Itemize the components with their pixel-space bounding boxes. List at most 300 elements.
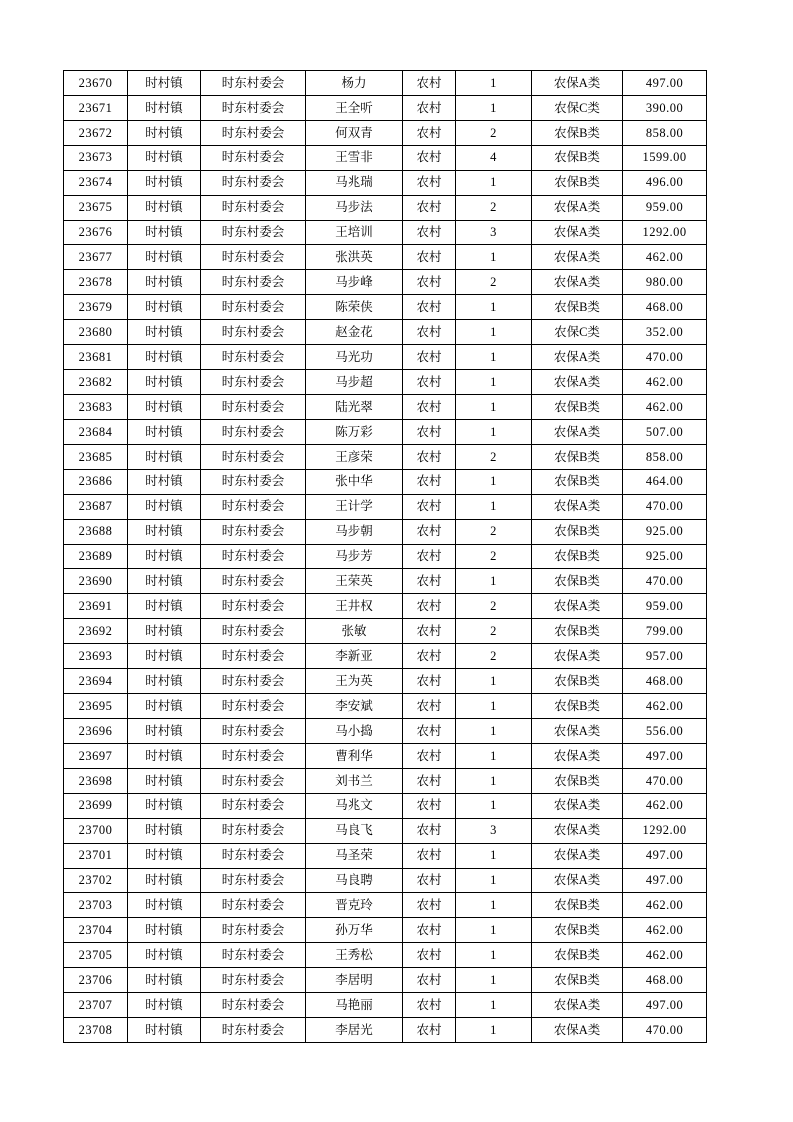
table-cell-amount: 799.00 <box>623 619 707 644</box>
table-cell-person_count: 1 <box>456 295 532 320</box>
table-cell-insurance_category: 农保A类 <box>532 345 623 370</box>
table-cell-person_count: 1 <box>456 95 532 120</box>
table-cell-residence_type: 农村 <box>403 444 456 469</box>
table-cell-person_name: 李新亚 <box>306 644 403 669</box>
table-row <box>64 95 707 120</box>
table-cell-person_count: 1 <box>456 993 532 1018</box>
table-cell-insurance_category: 农保A类 <box>532 245 623 270</box>
table-cell-person_name: 王荣英 <box>306 569 403 594</box>
table-cell-person_name: 刘书兰 <box>306 768 403 793</box>
table-cell-amount: 957.00 <box>623 644 707 669</box>
table-cell-residence_type: 农村 <box>403 993 456 1018</box>
table-cell-insurance_category: 农保B类 <box>532 968 623 993</box>
table-cell-town: 时村镇 <box>128 768 201 793</box>
table-cell-amount: 462.00 <box>623 793 707 818</box>
table-cell-person_count: 2 <box>456 619 532 644</box>
table-cell-amount: 470.00 <box>623 1018 707 1043</box>
table-cell-amount: 352.00 <box>623 320 707 345</box>
table-row <box>64 220 707 245</box>
table-cell-residence_type: 农村 <box>403 95 456 120</box>
table-cell-town: 时村镇 <box>128 170 201 195</box>
table-cell-village_committee: 时东村委会 <box>201 993 306 1018</box>
table-cell-person_name: 张中华 <box>306 469 403 494</box>
table-cell-record_id: 23699 <box>64 793 128 818</box>
table-cell-village_committee: 时东村委会 <box>201 793 306 818</box>
table-cell-person_name: 赵金花 <box>306 320 403 345</box>
table-cell-record_id: 23672 <box>64 120 128 145</box>
table-cell-residence_type: 农村 <box>403 170 456 195</box>
table-cell-record_id: 23680 <box>64 320 128 345</box>
table-row <box>64 743 707 768</box>
table-cell-record_id: 23671 <box>64 95 128 120</box>
table-cell-residence_type: 农村 <box>403 718 456 743</box>
table-cell-residence_type: 农村 <box>403 1018 456 1043</box>
table-cell-person_count: 1 <box>456 768 532 793</box>
table-cell-town: 时村镇 <box>128 893 201 918</box>
table-cell-village_committee: 时东村委会 <box>201 419 306 444</box>
table-cell-person_name: 张敏 <box>306 619 403 644</box>
table-cell-amount: 462.00 <box>623 918 707 943</box>
table-cell-amount: 925.00 <box>623 519 707 544</box>
table-cell-village_committee: 时东村委会 <box>201 544 306 569</box>
table-cell-amount: 470.00 <box>623 768 707 793</box>
table-cell-person_name: 王全听 <box>306 95 403 120</box>
table-cell-person_name: 王培训 <box>306 220 403 245</box>
table-row <box>64 120 707 145</box>
table-cell-person_name: 王雪非 <box>306 145 403 170</box>
table-row <box>64 345 707 370</box>
table-cell-village_committee: 时东村委会 <box>201 818 306 843</box>
table-row <box>64 1018 707 1043</box>
table-cell-amount: 497.00 <box>623 843 707 868</box>
table-cell-person_count: 1 <box>456 394 532 419</box>
table-cell-residence_type: 农村 <box>403 768 456 793</box>
table-cell-amount: 390.00 <box>623 95 707 120</box>
table-cell-town: 时村镇 <box>128 195 201 220</box>
table-row <box>64 544 707 569</box>
table-cell-insurance_category: 农保A类 <box>532 818 623 843</box>
table-row <box>64 644 707 669</box>
table-cell-insurance_category: 农保B类 <box>532 669 623 694</box>
table-cell-amount: 496.00 <box>623 170 707 195</box>
table-cell-residence_type: 农村 <box>403 345 456 370</box>
table-cell-person_name: 李居光 <box>306 1018 403 1043</box>
table-cell-record_id: 23679 <box>64 295 128 320</box>
table-cell-record_id: 23685 <box>64 444 128 469</box>
table-cell-amount: 468.00 <box>623 295 707 320</box>
table-cell-person_count: 1 <box>456 893 532 918</box>
table-cell-town: 时村镇 <box>128 544 201 569</box>
table-cell-town: 时村镇 <box>128 394 201 419</box>
table-cell-village_committee: 时东村委会 <box>201 943 306 968</box>
table-cell-record_id: 23686 <box>64 469 128 494</box>
table-cell-person_count: 2 <box>456 644 532 669</box>
table-cell-town: 时村镇 <box>128 569 201 594</box>
table-cell-record_id: 23674 <box>64 170 128 195</box>
table-cell-town: 时村镇 <box>128 669 201 694</box>
table-cell-village_committee: 时东村委会 <box>201 669 306 694</box>
table-cell-village_committee: 时东村委会 <box>201 1018 306 1043</box>
table-cell-residence_type: 农村 <box>403 394 456 419</box>
table-row <box>64 718 707 743</box>
table-cell-record_id: 23698 <box>64 768 128 793</box>
table-cell-record_id: 23687 <box>64 494 128 519</box>
table-cell-residence_type: 农村 <box>403 544 456 569</box>
table-cell-insurance_category: 农保C类 <box>532 95 623 120</box>
table-cell-town: 时村镇 <box>128 1018 201 1043</box>
table-cell-residence_type: 农村 <box>403 295 456 320</box>
table-cell-residence_type: 农村 <box>403 968 456 993</box>
table-row <box>64 419 707 444</box>
table-cell-person_name: 马良聘 <box>306 868 403 893</box>
table-row <box>64 818 707 843</box>
table-cell-person_name: 马步法 <box>306 195 403 220</box>
table-cell-insurance_category: 农保A类 <box>532 1018 623 1043</box>
table-cell-person_count: 2 <box>456 594 532 619</box>
table-cell-record_id: 23690 <box>64 569 128 594</box>
table-cell-record_id: 23695 <box>64 694 128 719</box>
table-cell-person_count: 1 <box>456 320 532 345</box>
table-cell-amount: 462.00 <box>623 893 707 918</box>
table-cell-person_name: 王井权 <box>306 594 403 619</box>
table-cell-person_name: 王为英 <box>306 669 403 694</box>
table-cell-person_name: 杨力 <box>306 71 403 96</box>
table-cell-residence_type: 农村 <box>403 669 456 694</box>
table-cell-person_count: 4 <box>456 145 532 170</box>
table-cell-village_committee: 时东村委会 <box>201 893 306 918</box>
table-cell-insurance_category: 农保A类 <box>532 494 623 519</box>
table-cell-village_committee: 时东村委会 <box>201 694 306 719</box>
table-row <box>64 619 707 644</box>
table-row <box>64 394 707 419</box>
table-cell-residence_type: 农村 <box>403 195 456 220</box>
table-cell-insurance_category: 农保A类 <box>532 644 623 669</box>
table-cell-record_id: 23706 <box>64 968 128 993</box>
table-cell-insurance_category: 农保B类 <box>532 694 623 719</box>
table-row <box>64 993 707 1018</box>
table-cell-residence_type: 农村 <box>403 320 456 345</box>
table-cell-residence_type: 农村 <box>403 818 456 843</box>
table-cell-town: 时村镇 <box>128 519 201 544</box>
table-cell-record_id: 23675 <box>64 195 128 220</box>
table-cell-amount: 470.00 <box>623 345 707 370</box>
table-cell-amount: 497.00 <box>623 993 707 1018</box>
table-cell-residence_type: 农村 <box>403 943 456 968</box>
table-cell-person_name: 何双青 <box>306 120 403 145</box>
table-cell-town: 时村镇 <box>128 95 201 120</box>
table-cell-record_id: 23689 <box>64 544 128 569</box>
table-cell-village_committee: 时东村委会 <box>201 519 306 544</box>
table-cell-insurance_category: 农保B类 <box>532 120 623 145</box>
table-cell-village_committee: 时东村委会 <box>201 743 306 768</box>
table-cell-residence_type: 农村 <box>403 494 456 519</box>
table-cell-person_count: 1 <box>456 370 532 395</box>
table-cell-village_committee: 时东村委会 <box>201 718 306 743</box>
table-cell-residence_type: 农村 <box>403 71 456 96</box>
table-cell-amount: 858.00 <box>623 444 707 469</box>
table-cell-insurance_category: 农保B类 <box>532 394 623 419</box>
table-row <box>64 370 707 395</box>
table-cell-record_id: 23702 <box>64 868 128 893</box>
table-cell-village_committee: 时东村委会 <box>201 768 306 793</box>
table-cell-amount: 462.00 <box>623 943 707 968</box>
table-cell-residence_type: 农村 <box>403 694 456 719</box>
table-cell-residence_type: 农村 <box>403 644 456 669</box>
table-cell-village_committee: 时东村委会 <box>201 345 306 370</box>
table-cell-person_name: 李居明 <box>306 968 403 993</box>
table-cell-insurance_category: 农保A类 <box>532 220 623 245</box>
table-cell-town: 时村镇 <box>128 145 201 170</box>
table-cell-amount: 858.00 <box>623 120 707 145</box>
table-cell-residence_type: 农村 <box>403 868 456 893</box>
table-cell-village_committee: 时东村委会 <box>201 444 306 469</box>
table-cell-person_name: 孙万华 <box>306 918 403 943</box>
table-cell-person_name: 马步朝 <box>306 519 403 544</box>
table-cell-amount: 470.00 <box>623 569 707 594</box>
table-cell-town: 时村镇 <box>128 818 201 843</box>
table-cell-record_id: 23683 <box>64 394 128 419</box>
table-cell-village_committee: 时东村委会 <box>201 145 306 170</box>
table-cell-town: 时村镇 <box>128 71 201 96</box>
table-row <box>64 968 707 993</box>
table-cell-amount: 497.00 <box>623 71 707 96</box>
table-row <box>64 793 707 818</box>
table-cell-insurance_category: 农保A类 <box>532 793 623 818</box>
table-cell-town: 时村镇 <box>128 644 201 669</box>
table-cell-person_name: 马步芳 <box>306 544 403 569</box>
table-cell-amount: 464.00 <box>623 469 707 494</box>
table-cell-insurance_category: 农保B类 <box>532 145 623 170</box>
table-cell-town: 时村镇 <box>128 718 201 743</box>
table-cell-person_count: 2 <box>456 195 532 220</box>
table-cell-town: 时村镇 <box>128 469 201 494</box>
table-cell-person_count: 1 <box>456 1018 532 1043</box>
table-cell-village_committee: 时东村委会 <box>201 644 306 669</box>
table-cell-person_count: 2 <box>456 519 532 544</box>
table-cell-town: 时村镇 <box>128 594 201 619</box>
table-cell-record_id: 23691 <box>64 594 128 619</box>
table-cell-village_committee: 时东村委会 <box>201 295 306 320</box>
table-cell-person_count: 1 <box>456 694 532 719</box>
table-cell-insurance_category: 农保A类 <box>532 370 623 395</box>
table-cell-person_count: 1 <box>456 743 532 768</box>
table-row <box>64 494 707 519</box>
table-cell-insurance_category: 农保B类 <box>532 519 623 544</box>
table-cell-person_name: 陈荣侠 <box>306 295 403 320</box>
table-cell-person_count: 1 <box>456 669 532 694</box>
table-cell-person_count: 1 <box>456 419 532 444</box>
table-cell-record_id: 23676 <box>64 220 128 245</box>
table-cell-town: 时村镇 <box>128 694 201 719</box>
table-cell-village_committee: 时东村委会 <box>201 469 306 494</box>
table-cell-person_count: 1 <box>456 469 532 494</box>
table-cell-village_committee: 时东村委会 <box>201 370 306 395</box>
table-cell-village_committee: 时东村委会 <box>201 220 306 245</box>
table-cell-person_count: 1 <box>456 494 532 519</box>
table-cell-person_name: 陈万彩 <box>306 419 403 444</box>
table-cell-amount: 462.00 <box>623 394 707 419</box>
table-row <box>64 295 707 320</box>
table-row <box>64 893 707 918</box>
table-cell-record_id: 23693 <box>64 644 128 669</box>
table-row <box>64 469 707 494</box>
table-cell-town: 时村镇 <box>128 370 201 395</box>
table-cell-village_committee: 时东村委会 <box>201 270 306 295</box>
table-cell-town: 时村镇 <box>128 494 201 519</box>
table-row <box>64 195 707 220</box>
table-cell-residence_type: 农村 <box>403 893 456 918</box>
table-cell-amount: 507.00 <box>623 419 707 444</box>
table-cell-insurance_category: 农保A类 <box>532 195 623 220</box>
table-cell-record_id: 23677 <box>64 245 128 270</box>
table-cell-amount: 556.00 <box>623 718 707 743</box>
table-cell-town: 时村镇 <box>128 270 201 295</box>
table-row <box>64 71 707 96</box>
table-cell-insurance_category: 农保B类 <box>532 918 623 943</box>
table-cell-person_count: 1 <box>456 943 532 968</box>
table-row <box>64 320 707 345</box>
table-cell-person_count: 1 <box>456 569 532 594</box>
table-row <box>64 270 707 295</box>
table-cell-record_id: 23701 <box>64 843 128 868</box>
table-cell-person_count: 1 <box>456 918 532 943</box>
table-cell-amount: 1292.00 <box>623 220 707 245</box>
table-cell-residence_type: 农村 <box>403 220 456 245</box>
table-cell-person_name: 晋克玲 <box>306 893 403 918</box>
table-cell-record_id: 23707 <box>64 993 128 1018</box>
table-cell-record_id: 23704 <box>64 918 128 943</box>
table-cell-residence_type: 农村 <box>403 918 456 943</box>
table-cell-record_id: 23678 <box>64 270 128 295</box>
table-cell-insurance_category: 农保B类 <box>532 569 623 594</box>
table-cell-town: 时村镇 <box>128 943 201 968</box>
table-row <box>64 245 707 270</box>
table-cell-amount: 468.00 <box>623 968 707 993</box>
table-cell-amount: 470.00 <box>623 494 707 519</box>
table-cell-person_count: 2 <box>456 120 532 145</box>
table-cell-record_id: 23703 <box>64 893 128 918</box>
table-cell-person_name: 王彦荣 <box>306 444 403 469</box>
table-cell-town: 时村镇 <box>128 793 201 818</box>
table-cell-insurance_category: 农保A类 <box>532 594 623 619</box>
table-cell-record_id: 23682 <box>64 370 128 395</box>
table-cell-amount: 462.00 <box>623 694 707 719</box>
table-row <box>64 519 707 544</box>
table-cell-residence_type: 农村 <box>403 619 456 644</box>
table-row <box>64 569 707 594</box>
table-cell-residence_type: 农村 <box>403 419 456 444</box>
table-cell-village_committee: 时东村委会 <box>201 619 306 644</box>
table-cell-amount: 497.00 <box>623 868 707 893</box>
table-cell-insurance_category: 农保A类 <box>532 419 623 444</box>
table-row <box>64 145 707 170</box>
table-cell-person_name: 马兆瑞 <box>306 170 403 195</box>
table-cell-insurance_category: 农保A类 <box>532 718 623 743</box>
table-row <box>64 843 707 868</box>
table-cell-amount: 925.00 <box>623 544 707 569</box>
table-cell-residence_type: 农村 <box>403 145 456 170</box>
table-cell-person_count: 1 <box>456 170 532 195</box>
table-cell-person_count: 1 <box>456 868 532 893</box>
table-cell-town: 时村镇 <box>128 968 201 993</box>
table-cell-insurance_category: 农保A类 <box>532 71 623 96</box>
table-cell-record_id: 23700 <box>64 818 128 843</box>
table-row <box>64 669 707 694</box>
table-cell-village_committee: 时东村委会 <box>201 968 306 993</box>
table-cell-person_name: 李安斌 <box>306 694 403 719</box>
table-cell-town: 时村镇 <box>128 419 201 444</box>
table-cell-insurance_category: 农保B类 <box>532 768 623 793</box>
table-cell-person_count: 1 <box>456 793 532 818</box>
table-cell-insurance_category: 农保C类 <box>532 320 623 345</box>
table-cell-town: 时村镇 <box>128 444 201 469</box>
table-cell-person_count: 1 <box>456 345 532 370</box>
table-cell-village_committee: 时东村委会 <box>201 918 306 943</box>
table-cell-residence_type: 农村 <box>403 594 456 619</box>
table-cell-person_count: 1 <box>456 968 532 993</box>
table-cell-village_committee: 时东村委会 <box>201 394 306 419</box>
table-cell-record_id: 23708 <box>64 1018 128 1043</box>
table-cell-person_name: 张洪英 <box>306 245 403 270</box>
table-cell-village_committee: 时东村委会 <box>201 320 306 345</box>
table-cell-town: 时村镇 <box>128 120 201 145</box>
table-cell-village_committee: 时东村委会 <box>201 195 306 220</box>
table-cell-town: 时村镇 <box>128 918 201 943</box>
table-row <box>64 943 707 968</box>
records-table-body <box>64 71 707 1043</box>
table-cell-person_count: 1 <box>456 843 532 868</box>
table-cell-insurance_category: 农保A类 <box>532 843 623 868</box>
table-cell-record_id: 23692 <box>64 619 128 644</box>
table-cell-insurance_category: 农保A类 <box>532 993 623 1018</box>
table-cell-residence_type: 农村 <box>403 793 456 818</box>
table-cell-village_committee: 时东村委会 <box>201 843 306 868</box>
table-cell-record_id: 23694 <box>64 669 128 694</box>
table-cell-insurance_category: 农保A类 <box>532 270 623 295</box>
table-cell-village_committee: 时东村委会 <box>201 594 306 619</box>
table-cell-person_name: 马艳丽 <box>306 993 403 1018</box>
table-cell-person_count: 2 <box>456 544 532 569</box>
table-row <box>64 444 707 469</box>
table-cell-insurance_category: 农保A类 <box>532 743 623 768</box>
table-cell-insurance_category: 农保B类 <box>532 943 623 968</box>
table-cell-person_name: 王计学 <box>306 494 403 519</box>
table-cell-amount: 959.00 <box>623 594 707 619</box>
table-cell-residence_type: 农村 <box>403 270 456 295</box>
table-cell-town: 时村镇 <box>128 868 201 893</box>
table-cell-amount: 468.00 <box>623 669 707 694</box>
table-cell-town: 时村镇 <box>128 245 201 270</box>
table-cell-village_committee: 时东村委会 <box>201 868 306 893</box>
table-cell-person_name: 马圣荣 <box>306 843 403 868</box>
table-cell-village_committee: 时东村委会 <box>201 120 306 145</box>
table-cell-person_name: 马步峰 <box>306 270 403 295</box>
table-cell-insurance_category: 农保A类 <box>532 868 623 893</box>
table-cell-village_committee: 时东村委会 <box>201 170 306 195</box>
table-cell-insurance_category: 农保B类 <box>532 170 623 195</box>
table-cell-insurance_category: 农保B类 <box>532 295 623 320</box>
table-cell-residence_type: 农村 <box>403 519 456 544</box>
table-cell-person_name: 马小捣 <box>306 718 403 743</box>
table-cell-record_id: 23670 <box>64 71 128 96</box>
table-cell-amount: 959.00 <box>623 195 707 220</box>
table-cell-village_committee: 时东村委会 <box>201 95 306 120</box>
table-cell-village_committee: 时东村委会 <box>201 245 306 270</box>
table-row <box>64 918 707 943</box>
table-cell-person_count: 1 <box>456 71 532 96</box>
table-cell-person_name: 曹利华 <box>306 743 403 768</box>
table-cell-person_name: 陆光翠 <box>306 394 403 419</box>
